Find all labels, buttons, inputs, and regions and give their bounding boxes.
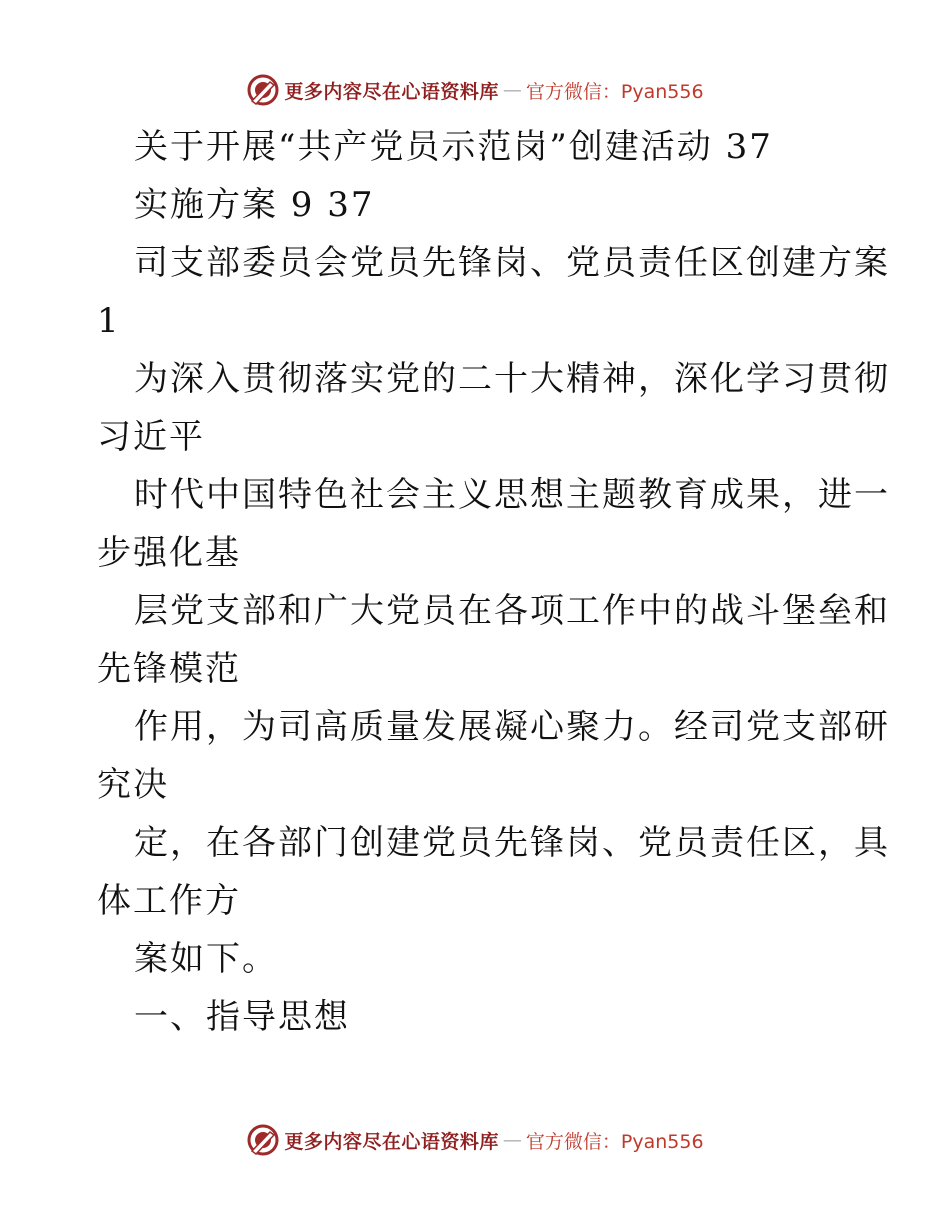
header-brand-text: 更多内容尽在心语资料库	[284, 80, 499, 103]
doc-line: 体工作方	[97, 881, 241, 921]
footer-brand-text: 更多内容尽在心语资料库	[284, 1130, 499, 1153]
doc-line: 步强化基	[97, 533, 241, 573]
doc-line: 习近平	[97, 417, 205, 457]
logo-pen-icon	[246, 73, 280, 107]
doc-line: 1	[97, 301, 121, 341]
header-banner	[0, 72, 950, 108]
doc-line: 一、指导思想	[134, 997, 350, 1037]
doc-line: 先锋模范	[97, 649, 241, 689]
doc-line: 层党支部和广大党员在各项工作中的战斗堡垒和	[134, 591, 890, 631]
doc-line: 定，在各部门创建党员先锋岗、党员责任区，具	[134, 823, 890, 863]
doc-line: 关于开展“共产党员示范岗”创建活动 37	[134, 127, 773, 167]
doc-line: 司支部委员会党员先锋岗、党员责任区创建方案	[134, 243, 890, 283]
doc-line: 案如下。	[134, 939, 278, 979]
logo-pen-icon	[246, 1123, 280, 1157]
doc-line: 作用，为司高质量发展凝心聚力。经司党支部研	[134, 707, 890, 747]
header-contact-text: 官方微信：Pyan556	[525, 80, 704, 103]
header-separator: —	[502, 79, 522, 101]
doc-line: 实施方案 9 37	[134, 185, 375, 225]
footer-separator: —	[502, 1129, 522, 1151]
doc-line: 时代中国特色社会主义思想主题教育成果，进一	[134, 475, 890, 515]
footer-contact-text: 官方微信：Pyan556	[525, 1130, 704, 1153]
footer-banner	[0, 1122, 950, 1158]
document-body	[97, 118, 890, 1046]
doc-line: 究决	[97, 765, 169, 805]
doc-line: 为深入贯彻落实党的二十大精神，深化学习贯彻	[134, 359, 890, 399]
